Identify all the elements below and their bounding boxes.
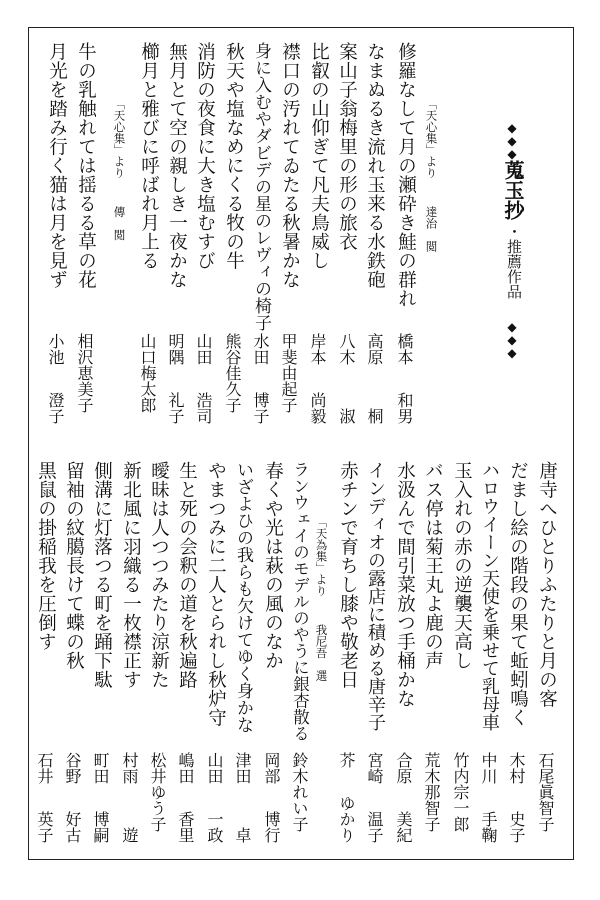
verse: いざよひの我らも欠けてゆく身かな	[233, 461, 253, 733]
author: 山田 浩司	[194, 333, 213, 424]
source-label: 「天心集」より	[424, 98, 439, 179]
verse: 修羅なして月の瀬砕き鮭の群れ	[395, 42, 417, 308]
author: 石井 英子	[35, 752, 54, 843]
verse: やまつみに二人とられし秋炉守	[205, 461, 227, 727]
author: 岡部 博行	[262, 752, 281, 843]
author: 合原 美紀	[394, 752, 413, 843]
verse: 牛の乳触れては揺るる草の花	[75, 42, 97, 289]
author: 竹内宗一郎	[451, 752, 470, 832]
verse: 月光を踏み行く猫は月を見ず	[46, 42, 68, 289]
author: 鈴木れい子	[290, 752, 309, 832]
author: 木村 史子	[507, 752, 526, 843]
verse: 比叡の山仰ぎて凡夫鳥威し	[308, 42, 330, 270]
verse: 玉入れの赤の逆襲天高し	[451, 461, 473, 670]
author: 岸本 尚毅	[308, 333, 327, 424]
section-subtitle: ・推薦作品	[505, 224, 523, 299]
author: 石尾眞智子	[536, 752, 555, 832]
source-label: 「天為集」より	[314, 516, 329, 597]
verse: 側溝に灯落つる町を踊下駄	[91, 461, 113, 689]
author: 町田 博嗣	[91, 752, 110, 843]
author: 山口梅太郎	[138, 333, 157, 413]
verse: 襟口の汚れてゐたる秋暑かな	[279, 42, 301, 289]
verse: ランウェイのモデルのやうに銀杏散る	[290, 461, 310, 742]
source-label: 「天心集」より	[112, 98, 127, 179]
author: 熊谷佳久子	[223, 333, 242, 413]
verse: 新北風に羽織る一枚襟正す	[120, 461, 142, 689]
verse: 留袖の紋臈長けて蝶の秋	[63, 461, 85, 670]
verse: だまし絵の階段の果て蚯蚓鳴く	[507, 461, 529, 727]
verse: 無月とて空の親しき一夜かな	[166, 42, 188, 289]
verse: 身に入むやダビデの星のレヴィの椅子	[251, 42, 271, 331]
verse: インディオの露店に積める唐辛子	[365, 461, 386, 731]
selector-label: 達治 閲	[424, 206, 439, 252]
verse: 黒鼠の掛稲我を圧倒す	[35, 461, 57, 651]
selector-label: 傳 閲	[112, 206, 127, 241]
author: 芥 ゆかり	[337, 752, 356, 843]
selector-label: 我尼吾 選	[314, 624, 329, 682]
author: 津田 卓	[233, 752, 252, 843]
author: 八木 淑	[337, 333, 356, 424]
author: 甲斐由起子	[279, 333, 298, 413]
verse: バス停は菊王丸よ鹿の声	[422, 461, 444, 670]
author: 高原 桐	[365, 333, 384, 424]
author: 橋本 和男	[395, 333, 414, 424]
verse: 生と死の会釈の道を秋遍路	[176, 461, 198, 689]
author: 小池 澄子	[46, 333, 65, 424]
verse: 曖昧は人つつみたり涼新た	[148, 461, 170, 689]
verse: 消防の夜食に大き塩むすび	[194, 42, 216, 270]
author: 水田 博子	[251, 333, 270, 424]
author: 嶋田 香里	[176, 752, 195, 843]
header-diamonds-top: ◆◆◆	[505, 121, 519, 160]
verse: 春くや光は萩の風のなか	[262, 461, 284, 670]
author: 相沢恵美子	[75, 333, 94, 413]
author: 明隅 礼子	[166, 333, 185, 424]
author: 谷野 好古	[63, 752, 82, 843]
author: 松井ゆう子	[148, 752, 167, 832]
author: 中川 手鞠	[479, 752, 498, 843]
author: 山田 一政	[205, 752, 224, 843]
verse: なまぬるき流れ玉来る水鉄砲	[364, 42, 386, 289]
author: 荒木那智子	[422, 752, 441, 832]
verse: 赤チンで育ちし膝や敬老日	[337, 461, 359, 689]
verse: 秋天や塩なめにくる牧の牛	[223, 42, 245, 270]
verse: 案山子翁梅里の形の旅衣	[336, 42, 358, 251]
author: 宮崎 温子	[365, 752, 384, 843]
page-frame	[28, 27, 574, 860]
section-title: 蒐玉抄	[501, 160, 525, 220]
verse: 唐寺へひとりふたりと月の客	[536, 461, 558, 708]
verse: ハロウイーン天使を乗せて乳母車	[479, 461, 500, 731]
verse: 櫛月と雅びに呼ばれ月上る	[138, 42, 160, 270]
author: 村雨 遊	[120, 752, 139, 843]
verse: 水汲んで間引菜放つ手桶かな	[394, 461, 416, 708]
header-diamonds-bottom: ◆◆◆	[505, 320, 519, 359]
